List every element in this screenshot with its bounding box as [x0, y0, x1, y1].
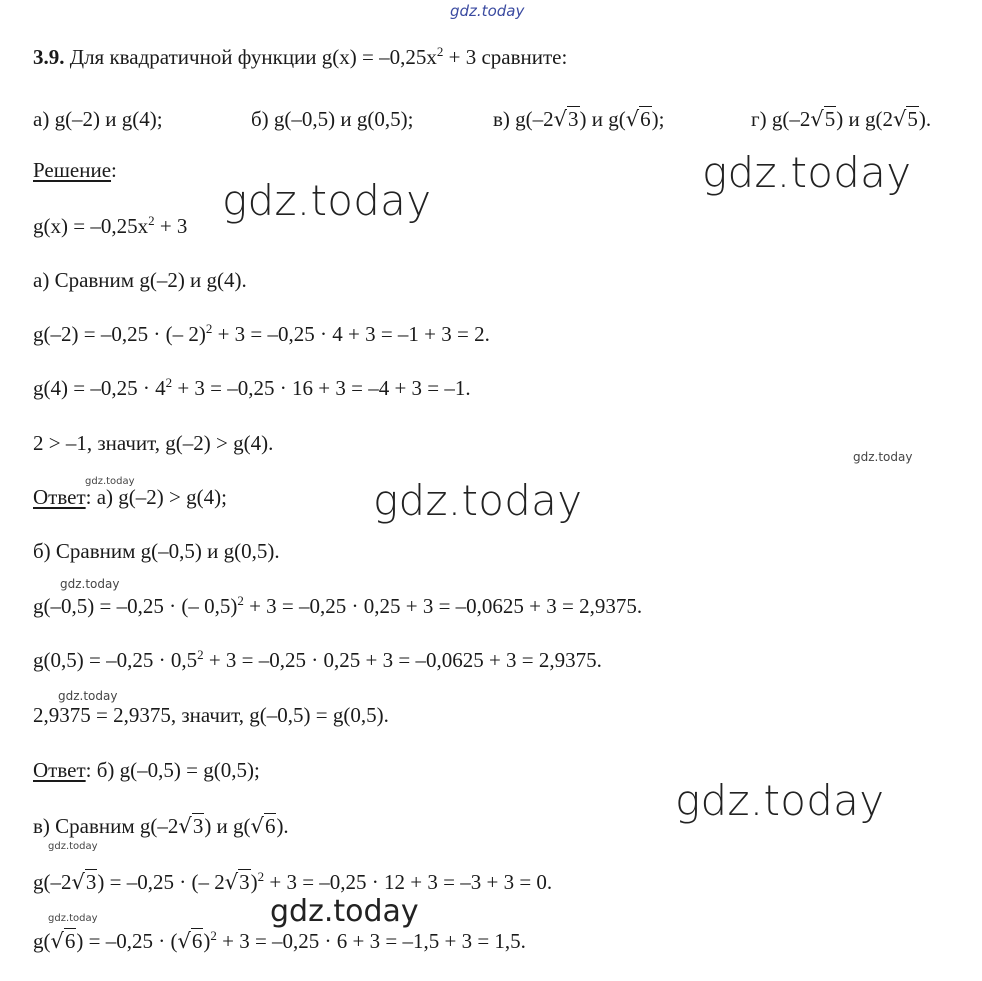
task-text: Для квадратичной функции g(x) = –0,25x [64, 45, 437, 69]
sqrt-5: √5 [810, 107, 836, 131]
formula-text: + 3 = –0,25 · 12 + 3 = –3 + 3 = 0. [264, 870, 553, 894]
part-text: ) и g(2 [836, 107, 893, 131]
formula-text: + 3 = –0,25 · 0,25 + 3 = –0,0625 + 3 = 2,9375. [203, 648, 602, 672]
formula-text: ) [203, 929, 211, 953]
answer-label: Ответ [33, 485, 86, 509]
radicand: 3 [568, 107, 579, 131]
watermark-tiny: gdz.today [85, 476, 135, 487]
watermark-small: gdz.today [853, 450, 913, 464]
exponent: 2 [148, 213, 155, 228]
formula-text: g(–2) = –0,25 · (– 2) [33, 322, 206, 346]
exponent: 2 [436, 44, 444, 59]
formula-text: + 3 = –0,25 · 16 + 3 = –4 + 3 = –1. [172, 376, 471, 400]
formula-text: ) [250, 870, 258, 894]
exponent: 2 [257, 869, 265, 884]
part-b: б) g(–0,5) и g(0,5); [251, 107, 414, 131]
colon: : [111, 158, 117, 182]
part-v [493, 109, 665, 130]
answer-b [33, 760, 260, 781]
formula-text: + 3 [154, 214, 188, 238]
calc-v1 [33, 869, 553, 894]
sqrt-5: √5 [892, 107, 918, 131]
sqrt-6: √6 [250, 814, 276, 838]
formula-text: в) Сравним g(–2 [33, 814, 179, 838]
compare-b: б) Сравним g(–0,5) и g(0,5). [33, 539, 280, 563]
formula-text: g(x) = –0,25x [33, 214, 149, 238]
part-g [751, 109, 931, 130]
conclusion-b: 2,9375 = 2,9375, значит, g(–0,5) = g(0,5). [33, 703, 389, 727]
exponent: 2 [237, 593, 244, 608]
formula-text: g(–2 [33, 870, 72, 894]
formula-text: g(4) = –0,25 · 4 [33, 376, 166, 400]
radicand: 6 [191, 929, 203, 953]
calc-b1 [33, 593, 643, 618]
part-text: ) и g( [579, 107, 626, 131]
watermark-big: gdz.today [373, 476, 583, 525]
task-text: + 3 сравните: [443, 45, 568, 69]
sqrt-3: √3 [71, 870, 97, 894]
conclusion-a: 2 > –1, значит, g(–2) > g(4). [33, 431, 274, 455]
compare-a: а) Сравним g(–2) и g(4). [33, 268, 247, 292]
watermark-big: gdz.today [702, 148, 912, 197]
answer-text: : а) g(–2) > g(4); [85, 485, 227, 509]
calc-a1 [33, 321, 490, 346]
calc-v2 [33, 928, 526, 953]
task-statement [33, 44, 568, 69]
answer-label: Ответ [33, 758, 86, 782]
formula-text: ). [276, 814, 289, 838]
watermark-top: gdz.today [450, 2, 525, 20]
calc-b2 [33, 647, 602, 672]
calc-a2 [33, 375, 471, 400]
solution-heading [33, 160, 117, 181]
task-number: 3.9. [33, 45, 65, 69]
exponent: 2 [165, 375, 173, 390]
answer-a [33, 487, 227, 508]
exponent: 2 [197, 647, 204, 662]
answer-text: : б) g(–0,5) = g(0,5); [85, 758, 260, 782]
exponent: 2 [210, 928, 217, 943]
formula-text: + 3 = –0,25 · 0,25 + 3 = –0,0625 + 3 = 2,9375. [243, 594, 643, 618]
radicand: 3 [192, 814, 204, 838]
formula-text: ) = –0,25 · (– 2 [97, 870, 225, 894]
radicand: 5 [824, 107, 836, 131]
radicand: 5 [907, 107, 918, 131]
part-text: ); [651, 107, 665, 131]
formula-text: + 3 = –0,25 · 4 + 3 = –1 + 3 = 2. [212, 322, 490, 346]
radicand: 6 [640, 107, 651, 131]
radicand: 6 [264, 814, 276, 838]
watermark-small: gdz.today [60, 577, 120, 591]
part-a: а) g(–2) и g(4); [33, 107, 163, 131]
compare-v [33, 816, 289, 837]
watermark-medium: gdz.today [270, 894, 419, 929]
part-text: г) g(–2 [751, 107, 811, 131]
formula-text: g(–0,5) = –0,25 · (– 0,5) [33, 594, 238, 618]
sqrt-3: √3 [178, 814, 204, 838]
formula-text: ) и g( [204, 814, 251, 838]
formula-text: ) = –0,25 · ( [76, 929, 178, 953]
formula-text: + 3 = –0,25 · 6 + 3 = –1,5 + 3 = 1,5. [216, 929, 526, 953]
sqrt-6: √6 [177, 929, 203, 953]
watermark-tiny: gdz.today [48, 841, 98, 852]
watermark-small: gdz.today [58, 689, 118, 703]
exponent: 2 [205, 321, 213, 336]
function-definition [33, 213, 188, 238]
part-text: в) g(–2 [493, 107, 554, 131]
watermark-big: gdz.today [222, 176, 432, 225]
sqrt-3: √3 [553, 107, 579, 131]
sqrt-6: √6 [50, 929, 76, 953]
radicand: 3 [239, 870, 250, 894]
radicand: 6 [64, 929, 76, 953]
sqrt-3: √3 [224, 870, 250, 894]
formula-text: g( [33, 929, 51, 953]
part-text: ). [918, 107, 932, 131]
radicand: 3 [85, 870, 97, 894]
formula-text: g(0,5) = –0,25 · 0,5 [33, 648, 198, 672]
solution-heading-text: Решение [33, 158, 112, 182]
sqrt-6: √6 [625, 107, 651, 131]
watermark-big: gdz.today [675, 776, 885, 825]
watermark-tiny: gdz.today [48, 913, 98, 924]
